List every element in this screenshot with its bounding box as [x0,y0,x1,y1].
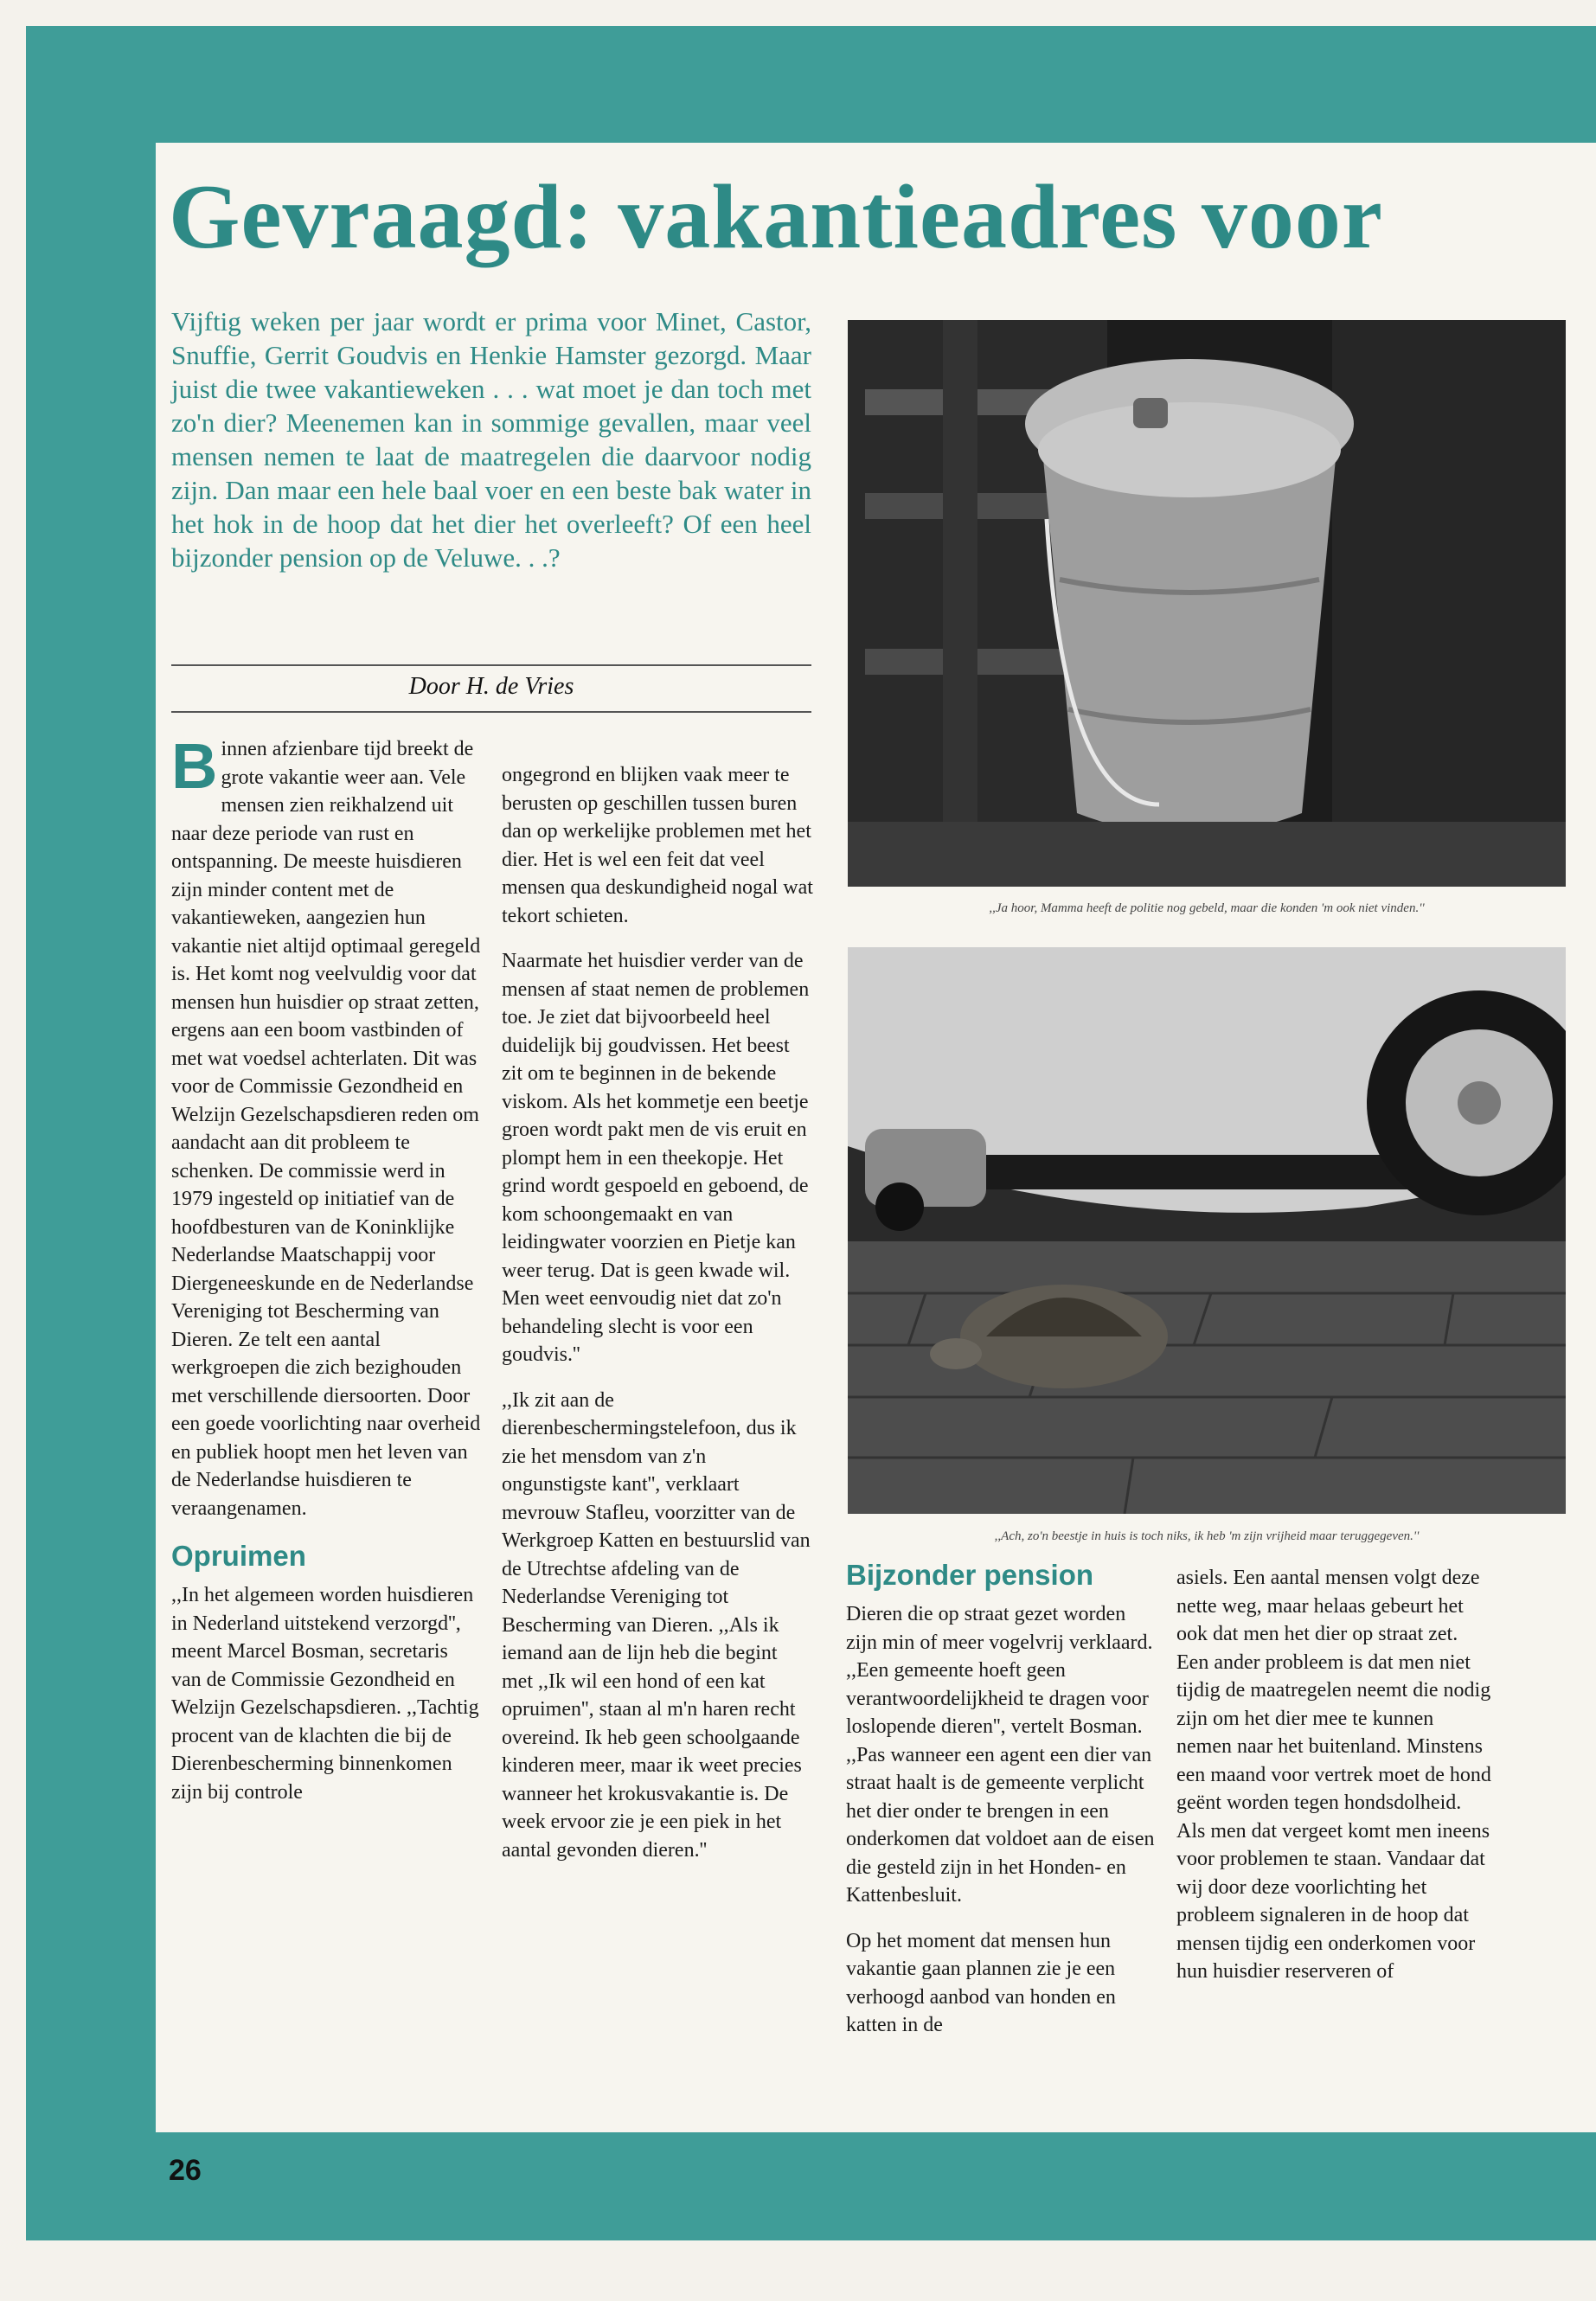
bottom-teal-band [26,2132,1596,2240]
photo-tortoise [848,947,1566,1514]
column1-paragraph: innen afzienbare tijd breekt de grote vakantie weer aan. Vele mensen zien reikhalzend uit naar deze periode van rust en ontspanning. De meeste huisdieren zijn minder content met de vakantieweken, aangezien hun vakantie niet altijd optimaal geregeld is. Het komt nog veelvuldig voor dat mensen hun huisdier op straat zetten, ergens aan een boom vastbinden of met wat voedsel achterlaten. Dit was voor de Commissie Gezondheid en Welzijn Gezelschapsdieren reden om aandacht aan dit probleem te schenken. De commissie werd in 1979 ingesteld op initiatief van de hoofdbesturen van de Koninklijke Nederlandse Maatschappij voor Diergeneeskunde en de Nederlandse Vereniging tot Bescherming van Dieren. Ze telt een aantal werkgroepen die zich bezighouden met verschillende diersoorten. Door een goede voorlichting naar overheid en publiek hoopt men het leven van de Nederlandse huisdieren te veraangenamen. [171,738,481,1520]
photo-caption-1: ,,Ja hoor, Mamma heeft de politie nog gebeld, maar die konden 'm ook niet vinden.'' [989,901,1425,915]
byline: Door H. de Vries [408,673,574,700]
article-column-4 [1176,1564,1492,2128]
column1-paragraph: ,,In het algemeen worden huisdieren in Nederland uitstekend verzorgd'', meent Marcel Bosman, secretaris van de Commissie Gezondheid en Welzijn Gezelschapsdieren. ,,Tachtig procent van de klachten die bij de Dierenbescherming binnenkomen zijn bij controle [171,1584,479,1804]
section-heading-opruimen: Opruimen [171,1540,306,1572]
section-heading-bijzonder-pension: Bijzonder pension [846,1559,1094,1591]
column2-paragraph: ,,Ik zit aan de dierenbeschermingstelefoon, dus ik zie het mensdom van z'n ongunstigste kant'', verklaart mevrouw Stafleu, voorzitter van de Werkgroep Katten en bestuurslid van de Utrechtse afdeling van de Nederlandse Vereniging tot Bescherming van Dieren. ,,Als ik iemand aan de lijn heb die begint met ,,Ik wil een hond of een kat opruimen'', staan al m'n haren recht overeind. Ik heb geen schoolgaande kinderen meer, maar ik weet precies wanneer het krokusvakantie is. De week ervoor zie je een piek in het aantal gevonden dieren.'' [502,1388,811,1862]
photo-dustbin [848,320,1566,887]
intro-text: Vijftig weken per jaar wordt er prima voor Minet, Castor, Snuffie, Gerrit Goudvis en Henkie Hamster gezorgd. Maar juist die twee vakantieweken . . . wat moet je dan toch met zo'n dier? Meenemen kan in sommige gevallen, maar veel mensen nemen te laat de maatregelen die daarvoor nodig zijn. Dan maar een hele baal voer en een beste bak water in het hok in de hoop dat het dier het overleeft? Of een heel bijzonder pension op de Veluwe. . .? [171,306,811,573]
column2-paragraph: ongegrond en blijken vaak meer te berusten op geschillen tussen buren dan op werkelijke problemen met het dier. Het is wel een feit dat veel mensen qua deskundigheid nogal wat tekort schieten. [502,764,813,927]
headline: Gevraagd: vakantieadres voor [169,166,1383,267]
dropcap: B [171,735,218,802]
dustbin-image [848,320,1566,887]
column3-paragraph: Dieren die op straat gezet worden zijn min of meer vogelvrij verklaard. ,,Een gemeente hoeft geen verantwoordelijkheid te dragen voor loslopende dieren'', vertelt Bosman. ,,Pas wanneer een agent een dier van straat haalt is de gemeente verplicht het dier onder te brengen in een onderkomen dat voldoet aan de eisen die gesteld zijn in het Honden- en Kattenbesluit. [846,1603,1155,1907]
column3-paragraph: Op het moment dat mensen hun vakantie gaan plannen zie je een verhoogd aanbod van honden en katten in de [846,1929,1116,2036]
page-number: 26 [169,2154,202,2187]
byline-rule-bottom [171,711,811,713]
column4-paragraph: asiels. Een aantal mensen volgt deze nette weg, maar helaas gebeurt het ook dat men het dier op straat zet. Een ander probleem is dat men niet tijdig de maatregelen neemt die nodig zijn om het dier mee te kunnen nemen naar het buitenland. Minstens een maand voor vertrek moet de hond geënt worden tegen hondsdolheid. Als men dat vergeet komt men ineens voor problemen te staan. Vandaar dat wij door deze voorlichting het probleem signaleren in de hoop dat mensen tijdig een onderkomen voor hun huisdier reserveren of [1176,1567,1491,1983]
article-column-3 [846,1559,1162,2128]
column2-paragraph: Naarmate het huisdier verder van de mensen af staat nemen de problemen toe. Je ziet dat bijvoorbeeld heel duidelijk bij goudvissen. Het beest zit om te beginnen in de bekende viskom. Als het kommetje een beetje groen wordt pakt men de vis eruit en plompt hem in een theekopje. Het grind wordt gespoeld en geboend, de kom schoongemaakt en van leidingwater voorzien en Pietje kan weer terug. Dat is geen kwade wil. Men weet eenvoudig niet dat zo'n behandeling slecht is voor een goudvis.'' [502,950,810,1366]
intro-paragraph [171,304,811,574]
article-column-2 [502,761,813,2128]
photo-caption-2: ,,Ach, zo'n beestje in huis is toch niks, ik heb 'm zijn vrijheid maar teruggegeven.'' [994,1529,1420,1543]
article-column-1 [171,735,483,2128]
tortoise-image [848,947,1566,1514]
left-teal-band [26,26,156,2240]
byline-rule-top [171,664,811,666]
top-teal-band [26,26,1596,143]
